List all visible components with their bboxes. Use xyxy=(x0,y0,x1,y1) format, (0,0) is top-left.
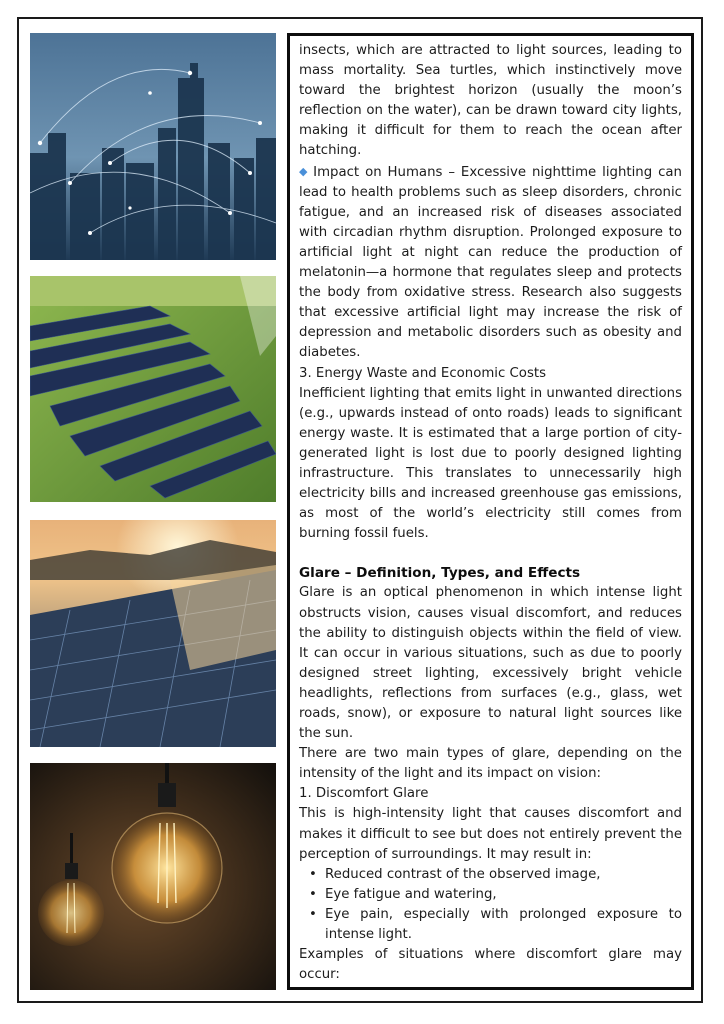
paragraph-impact-humans xyxy=(299,162,682,364)
solar-panels-sunset-photo xyxy=(30,520,276,747)
paragraph-glare-types: There are two main types of glare, depending on the intensity of the light and its impact on vision: xyxy=(299,746,682,782)
heading-discomfort-glare: 1. Discomfort Glare xyxy=(299,786,429,802)
paragraph-examples: Examples of situations where discomfort glare may occur: xyxy=(299,947,682,983)
effects-list xyxy=(299,865,682,945)
blue-diamond-icon: ◆ xyxy=(299,164,310,178)
solar-farm-aerial-photo xyxy=(30,276,276,502)
list-item: • Eye fatigue and watering, xyxy=(325,885,682,905)
paragraph-discomfort-glare: This is high-intensity light that causes discomfort and makes it difficult to see but does not entirely prevent the perception of surroundings. It may result in: xyxy=(299,806,682,862)
article-text-panel xyxy=(287,33,694,990)
heading-energy-waste: 3. Energy Waste and Economic Costs xyxy=(299,365,547,381)
heading-glare: Glare – Definition, Types, and Effects xyxy=(299,565,581,582)
list-item: • Eye pain, especially with prolonged exposure to intense light. xyxy=(325,905,682,945)
paragraph-glare-definition: Glare is an optical phenomenon in which intense light obstructs vision, causes visual discomfort, and reduces the ability to distinguish objects within the field of view. It can occur in various situations, such as due to poorly designed street lighting, excessively bright vehicle headlights, reflections from surfaces (e.g., glass, wet roads, snow), or exposure to natural light sources like the sun. xyxy=(299,585,682,742)
paragraph-insects: insects, which are attracted to light sources, leading to mass mortality. Sea turtles, which instinctively move toward the brightest horizon (usually the moon’s reflection on the water), can be drawn toward city lights, making it difficult for them to reach the ocean after hatching. xyxy=(299,43,682,159)
list-item: • Reduced contrast of the observed image, xyxy=(325,865,682,885)
impact-humans-text: Impact on Humans – Excessive nighttime lighting can lead to health problems such as sleep disorders, chronic fatigue, and an increased risk of diseases associated with circadian rhythm disruption. Prolonged exposure to artificial light at night can reduce the production of melatonin—a hormone that regulates sleep and protects the body from oxidative stress. Research also suggests that excessive artificial light may increase the risk of depression and metabolic disorders such as obesity and diabetes. xyxy=(299,164,682,361)
edison-bulbs-photo xyxy=(30,763,276,990)
section-spacer xyxy=(299,544,682,563)
smart-city-network-photo xyxy=(30,33,276,260)
paragraph-energy-waste: Inefficient lighting that emits light in unwanted directions (e.g., upwards instead of onto roads) leads to significant energy waste. It is estimated that a large portion of city-generated light is lost due to poorly designed lighting infrastructure. This translates to unnecessarily high electricity bills and increased greenhouse gas emissions, as most of the world’s electricity still comes from burning fossil fuels. xyxy=(299,385,682,542)
